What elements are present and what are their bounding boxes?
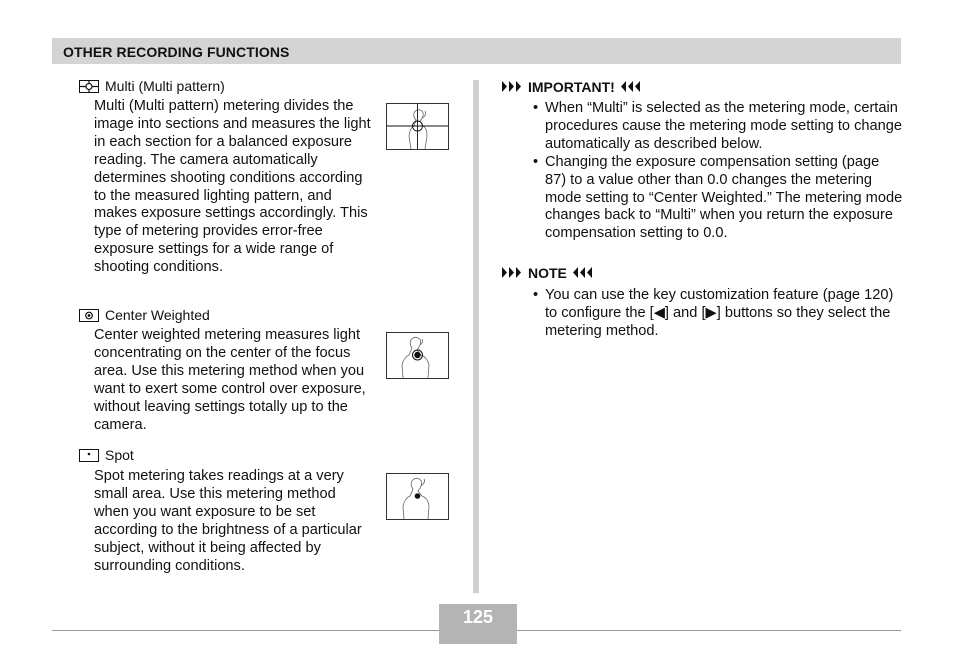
spot-metering-illustration: [386, 473, 449, 520]
center-weighted-heading: [79, 307, 210, 323]
spot-heading: [79, 447, 134, 463]
column-divider: [473, 80, 479, 593]
page-number-badge: [439, 604, 517, 644]
triple-arrow-left-icon: [621, 79, 641, 95]
multi-metering-illustration: [386, 103, 449, 150]
center-weighted-metering-icon: [79, 309, 99, 322]
spot-description: Spot metering takes readings at a very small area. Use this metering method when you want exposure to be set according to the brightness of a particular subject, without it being affected by surrounding conditions.: [94, 468, 362, 574]
important-list: [533, 100, 903, 243]
multi-heading: [79, 78, 225, 94]
section-title: OTHER RECORDING FUNCTIONS: [63, 44, 290, 60]
list-item: • Changing the exposure compensation setting (page 87) to a value other than 0.0 changes the metering mode setting to “Center Weighted.” The metering mode changes back to “Multi” when you return the exposure compensation setting to 0.0.: [533, 153, 903, 242]
section-header-bar: [52, 38, 901, 64]
center-weighted-metering-illustration: [386, 332, 449, 379]
note-label: NOTE: [528, 265, 567, 281]
list-item: • When “Multi” is selected as the metering mode, certain procedures cause the metering mode setting to change automatically as described below.: [533, 100, 902, 152]
multi-description: Multi (Multi pattern) metering divides the image into sections and measures the light in each section for a balanced exposure reading. The camera automatically determines shooting conditions according to the measured lighting pattern, and makes exposure settings accordingly. This type of metering provides error-free exposure settings for a wide range of shooting conditions.: [94, 98, 371, 276]
triple-arrow-right-icon: [502, 79, 522, 95]
center-weighted-description: Center weighted metering measures light concentrating on the center of the focus area. Use this metering method when you want to exert some control over exposure, without leaving settings totally up to the camera.: [94, 327, 366, 433]
triple-arrow-right-icon: [502, 265, 522, 281]
page-number: 125: [462, 607, 494, 627]
note-list: [533, 287, 903, 341]
spot-metering-icon: [79, 449, 99, 462]
important-heading: [502, 79, 641, 95]
list-item: • You can use the key customization feature (page 120) to configure the [◀] and [▶] buttons so they select the metering method.: [533, 287, 894, 339]
multi-heading-label: Multi (Multi pattern): [105, 78, 225, 94]
important-label: IMPORTANT!: [528, 79, 615, 95]
multi-pattern-metering-icon: [79, 80, 99, 93]
triple-arrow-left-icon: [573, 265, 593, 281]
note-heading: [502, 265, 593, 281]
spot-heading-label: Spot: [105, 447, 134, 463]
center-weighted-heading-label: Center Weighted: [105, 307, 210, 323]
